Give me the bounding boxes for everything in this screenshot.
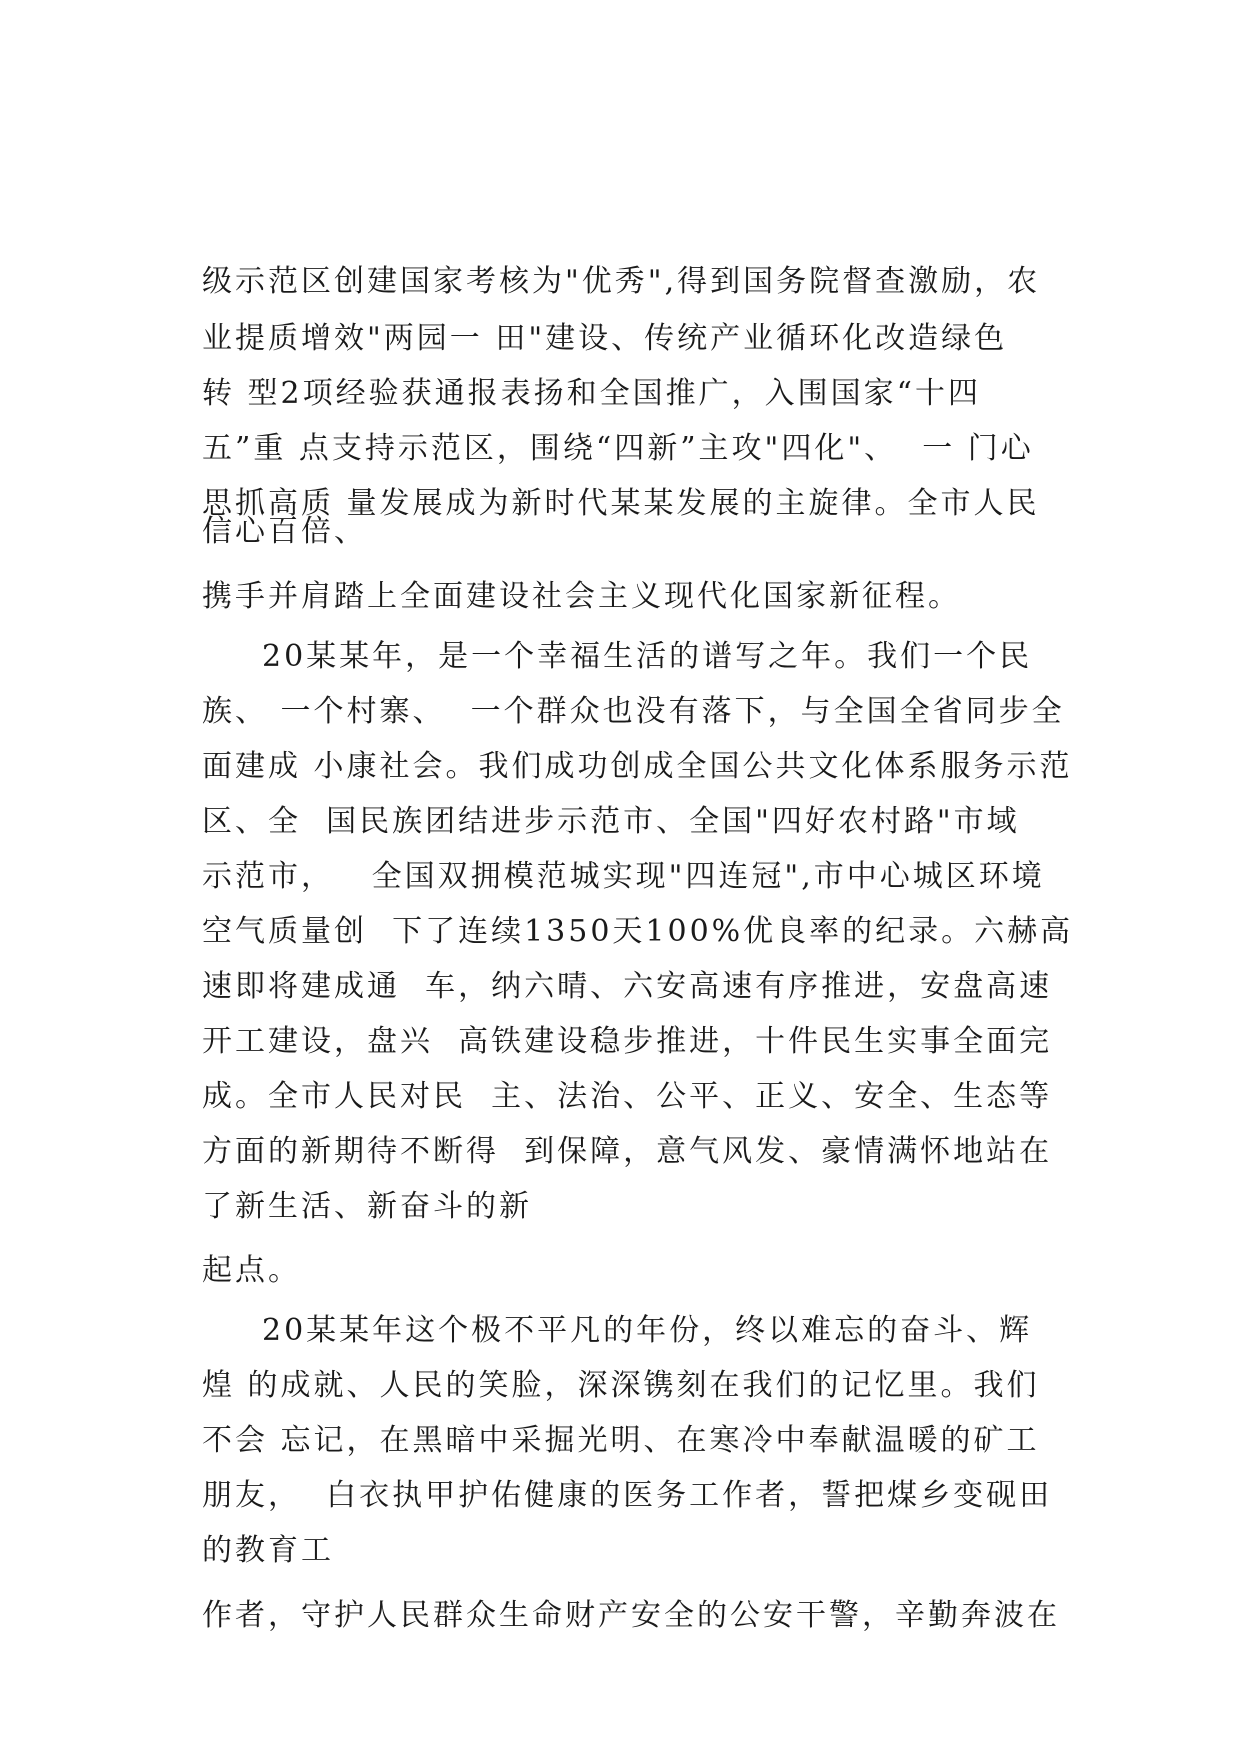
text-line: 面建成 小康社会。我们成功创成全国公共文化体系服务示范: [202, 749, 1073, 784]
text-line: 业提质增效"两园一 田"建设、传统产业循环化改造绿色: [202, 321, 1008, 356]
text-line: 成。全市人民对民 主、法治、公平、正义、安全、生态等: [202, 1079, 1053, 1114]
text-line: 示范市， 全国双拥模范城实现"四连冠",市中心城区环境: [202, 859, 1045, 894]
text-line: 了新生活、新奋斗的新: [202, 1189, 532, 1224]
text-line: 朋友， 白衣执甲护佑健康的医务工作者，誓把煤乡变砚田: [202, 1478, 1053, 1513]
text-line: 携手并肩踏上全面建设社会主义现代化国家新征程。: [202, 579, 961, 614]
text-line: 思抓高质 量发展成为新时代某某发展的主旋律。全市人民: [202, 486, 1040, 521]
text-line: 信心百倍、: [202, 514, 367, 549]
text-line: 族、 一个村寨、 一个群众也没有落下，与全国全省同步全: [202, 694, 1065, 729]
text-line: 级示范区创建国家考核为"优秀",得到国务院督查激励，农: [202, 264, 1041, 299]
text-line: 作者，守护人民群众生命财产安全的公安干警，辛勤奔波在: [202, 1598, 1060, 1633]
text-line: 转 型2项经验获通报表扬和全国推广，入围国家“十四: [202, 376, 981, 411]
text-line: 的教育工: [202, 1533, 334, 1568]
text-line: 开工建设，盘兴 高铁建设稳步推进，十件民生实事全面完: [202, 1024, 1053, 1059]
text-line: 空气质量创 下了连续1350天100%优良率的纪录。六赫高: [202, 914, 1074, 949]
text-line: 五”重 点支持示范区，围绕“四新”主攻"四化"、 一 门心: [202, 431, 1034, 466]
paragraph-first-line: 20某某年，是一个幸福生活的谱写之年。我们一个民: [262, 639, 1033, 674]
text-line: 速即将建成通 车，纳六晴、六安高速有序推进，安盘高速: [202, 969, 1053, 1004]
text-line: 煌 的成就、人民的笑脸，深深镌刻在我们的记忆里。我们: [202, 1368, 1040, 1403]
paragraph-first-line: 20某某年这个极不平凡的年份，终以难忘的奋斗、辉: [262, 1313, 1033, 1348]
text-line: 起点。: [202, 1253, 301, 1288]
text-line: 不会 忘记，在黑暗中采掘光明、在寒冷中奉献温暖的矿工: [202, 1423, 1040, 1458]
text-line: 区、全 国民族团结进步示范市、全国"四好农村路"市域: [202, 804, 1020, 839]
text-line: 方面的新期待不断得 到保障，意气风发、豪情满怀地站在: [202, 1134, 1053, 1169]
